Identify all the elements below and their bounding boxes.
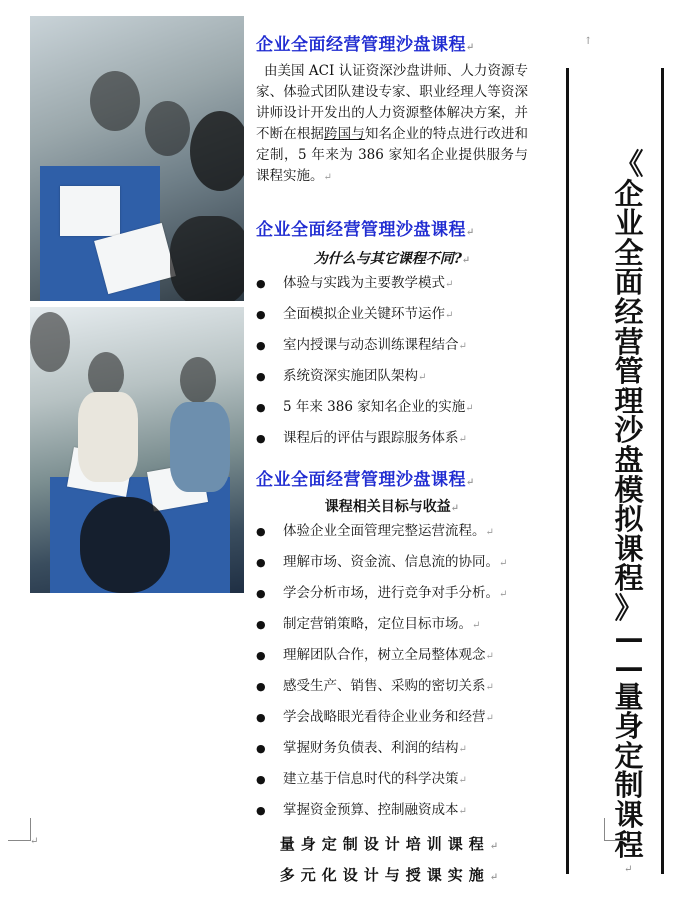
- person-head: [90, 71, 140, 131]
- vertical-rule-right: [661, 68, 664, 874]
- crop-mark-left: [8, 818, 31, 841]
- list-item: ● 课程后的评估与跟踪服务体系↵: [256, 423, 546, 454]
- person-body: [170, 216, 244, 301]
- list-item: ● 建立基于信息时代的科学决策↵: [256, 764, 546, 795]
- section2-subheading: 为什么与其它课程不同?↵: [313, 251, 471, 267]
- list-item: ● 全面模拟企业关键环节运作↵: [256, 299, 546, 330]
- paragraph-mark-top: ↑: [584, 36, 593, 47]
- list-item: ● 学会战略眼光看待企业业务和经营↵: [256, 702, 546, 733]
- training-photo-bottom: [30, 307, 244, 593]
- paragraph-mark-left: ↵: [30, 836, 39, 847]
- list-item: ● 5 年来 386 家知名企业的实施↵: [256, 392, 546, 423]
- closing-line-2: 多元化设计与授课实施↵: [279, 866, 505, 884]
- training-photo-top: [30, 16, 244, 301]
- vertical-title: 《 企 业 全 面 经 营 管 理 沙 盘 模 拟 课 程 》 — — 量 身 定 制 课 程: [614, 147, 644, 862]
- list-item: ● 掌握资金预算、控制融资成本↵: [256, 795, 546, 826]
- crop-mark-right: [604, 818, 627, 841]
- list-item: ● 理解团队合作，树立全局整体观念↵: [256, 640, 546, 671]
- list-item: ● 室内授课与动态训练课程结合↵: [256, 330, 546, 361]
- person-body: [78, 392, 138, 482]
- list-item: ● 体验企业全面管理完整运营流程。↵: [256, 516, 546, 547]
- person-head: [145, 101, 190, 156]
- person-head: [190, 111, 244, 191]
- section1-paragraph: 由美国 ACI 认证资深沙盘讲师、人力资源专家、体验式团队建设专家、职业经理人等资深讲师设计开发出的人力资源整体解决方案，并不断在根据跨国与知名企业的特点进行改进和定制，5 年来为 386 家知名企业提供服务与课程实施。↵: [256, 63, 529, 184]
- list-item: ● 学会分析市场，进行竞争对手分析。↵: [256, 578, 546, 609]
- closing-line-1: 量身定制设计培训课程↵: [279, 835, 505, 853]
- list-item: ● 理解市场、资金流、信息流的协同。↵: [256, 547, 546, 578]
- person-head: [30, 312, 70, 372]
- list-item: ● 掌握财务负债表、利润的结构↵: [256, 733, 546, 764]
- paragraph-mark-bottom: ↵: [624, 864, 633, 875]
- list-item: ● 感受生产、销售、采购的密切关系↵: [256, 671, 546, 702]
- list-item: ● 体验与实践为主要教学模式↵: [256, 268, 546, 299]
- person-head: [180, 357, 216, 403]
- section3-bullet-list: [256, 516, 546, 826]
- list-item: ● 制定营销策略，定位目标市场。↵: [256, 609, 546, 640]
- vertical-rule-left: [566, 68, 569, 874]
- section3-heading: 企业全面经营管理沙盘课程↵: [256, 470, 475, 490]
- person-head: [80, 497, 170, 593]
- list-item: ● 系统资深实施团队架构↵: [256, 361, 546, 392]
- paper-sheet: [60, 186, 120, 236]
- person-body: [170, 402, 230, 492]
- section3-subheading: 课程相关目标与收益↵: [324, 499, 460, 515]
- section2-bullet-list: [256, 268, 546, 454]
- section2-heading: 企业全面经营管理沙盘课程↵: [256, 220, 475, 240]
- section1-heading: 企业全面经营管理沙盘课程↵: [256, 35, 475, 55]
